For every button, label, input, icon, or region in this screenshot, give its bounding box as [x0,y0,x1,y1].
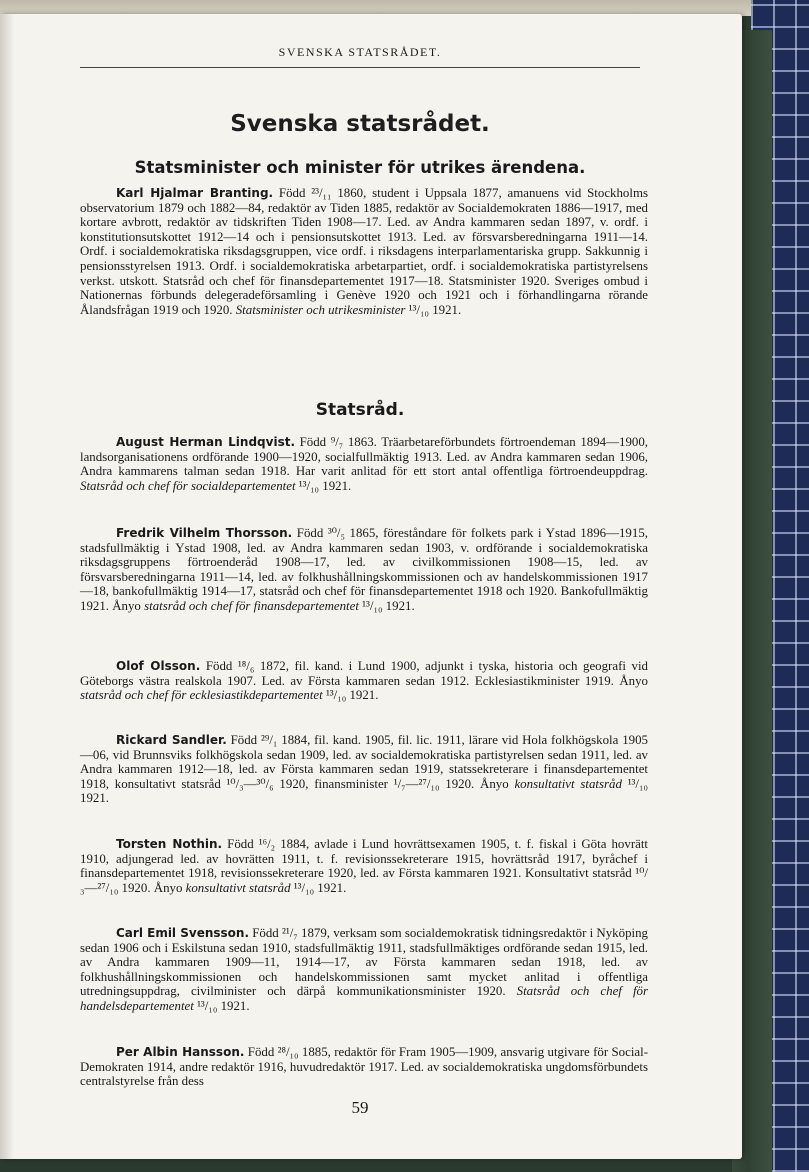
entry-name: Rickard Sandler. [116,733,227,747]
entry-date: ¹³/₁₀ 1921. [295,478,352,493]
entry-nothin [80,837,648,895]
entry-text: Född ²³/₁₁ 1860, student i Uppsala 1877, amanuens vid Stockholms observatorium 1879 och 1882—84, redaktör av Tiden 1885, redaktör av Socialdemokraten 1886—1917, med kortare avbrott, redaktör av tidskriften Tiden 1908—17. Led. av Andra kammaren sedan 1897, v. ordf. i konstitutionsutskottet 1912—14 och i pensionsutskottet 1913. Led. av försvarsberedningarna 1911—14. Ordf. i socialdemokratiska riksdagsgruppen, vice ordf. i riksdagens interparlamentariska grupp. Sakkunnig i pensionsstyrelsen 1913. Ordf. i socialdemokratiska arbetarpartiet, ordf. i socialdemokratiska partistyrelsens verkst. utskott. Statsråd och chef för finansdepartementet 1917—18. Statsminister 1920. Sveriges ombud i Nationernas förbunds delegeradeförsamling i Genève 1920 och 1921 och i förhandlingarna rörande Ålandsfrågan 1919 och 1920. [80,186,648,317]
entry-name: Carl Emil Svensson. [116,926,250,940]
entry-branting [80,186,648,317]
entry-date: ¹³/₁₀ 1921. [290,880,347,895]
page-title: Svenska statsrådet. [230,111,490,137]
entry-text: Född ⁹/₇ 1863. Träarbetareförbundets förtroendeman 1894—1900, landsorganisationens ordförande 1900—1920, socialfullmäktig 1913. Led. av Andra kammaren sedan 1906, Andra kammarens talman sedan 1918. Har varit anlitad för ett stort antal offentliga förtroendeuppdrag. [80,435,648,479]
entry-name: Torsten Nothin. [116,837,223,851]
entry-date: ¹³/₁₀ 1921. [80,776,648,806]
entry-name: Olof Olsson. [116,659,201,673]
page-number: 59 [351,1098,369,1117]
entry-sandler [80,733,648,806]
page-gutter-shadow [0,14,14,1159]
entry-role: Statsråd och chef för handelsdepartementet [80,984,648,1013]
entry-text: Född ²¹/₇ 1879, verksam som socialdemokratisk tidningsredaktör i Nyköping sedan 1906 och i Eskilstuna sedan 1910, stadsfullmäktig 1911, stadsfullmäktiges ordförande sedan 1915, led. av Andra kammaren 1909—11, 1914—17, av Första kammaren sedan 1918, led. av folkhushållningskommissionen och handelskommissionen samt mycket anlitad i offentliga utredningsuppdrag, civilminister och därpå kommunikationsminister 1920. [80,926,648,999]
entry-date: ¹³/₁₀ 1921. [405,302,462,317]
entry-text: Född ²⁹/₁ 1884, fil. kand. 1905, fil. lic. 1911, lärare vid Hola folkhögskola 1905—06, vid Brunnsviks folkhögskola sedan 1909, led. av socialdemokratiska partistyrelsen sedan 1911, led. av Andra kammaren 1912—18, led. av Första kammaren sedan 1919, statssekreterare i finansdepartementet 1918, konsultativt statsråd ¹⁰/₃—³⁰/₆ 1920, finansminister ¹/₇—²⁷/₁₀ 1920. Ånyo [80,733,648,791]
section-subtitle: Statsminister och minister för utrikes ärendena. [134,158,586,177]
running-head: SVENSKA STATSRÅDET. [278,45,442,59]
entry-text: Född ¹⁸/₆ 1872, fil. kand. i Lund 1900, adjunkt i tyska, historia och geografi vid Göteborgs västra realskola 1907. Led. av Första kammaren sedan 1912. Ecklesiastikminister 1919. Ånyo [80,659,648,688]
entry-role: statsråd och chef för ecklesiastikdepartementet [80,688,323,703]
entry-date: ¹³/₁₀ 1921. [322,688,379,703]
section-title-statsrad: Statsråd. [315,400,405,420]
entry-text: Född ²⁸/₁₀ 1885, redaktör för Fram 1905—1909, ansvarig utgivare för Social-Demokraten 1914, andre redaktör 1916, huvudredaktör 1917. Led. av socialdemokratiska ungdomsförbundets centralstyrelse från dess [80,1045,648,1089]
entry-lindqvist [80,435,648,493]
entry-thorsson [80,526,648,614]
entry-role: konsultativt statsråd [185,880,291,895]
entry-role: konsultativt statsråd [514,776,622,791]
entry-name: Karl Hjalmar Branting. [116,186,274,200]
header-rule [80,67,640,68]
entry-role: Statsråd och chef för socialdepartementet [80,478,296,493]
entry-hansson [80,1045,648,1089]
entry-date: ¹³/₁₀ 1921. [193,998,250,1013]
entry-text: Född ³⁰/₅ 1865, föreståndare för folkets park i Ystad 1896—1915, stadsfullmäktig i Ystad 1908, led. av Andra kammaren sedan 1903, v. ordförande i socialdemokratiska riksdagsgruppens förtroenderåd 1908—17, led. av civilkommissionen 1908—15, led. av försvarsberedningarna 1911—14, led. av folkhushållningskommissionen och av handelskommissionen 1917—18, bankofullmäktig 1914—17, statsråd och chef för finansdepartementet 1918 och 1920. Bankofullmäktig 1921. Ånyo [80,526,648,613]
entry-name: Per Albin Hansson. [116,1045,245,1059]
entry-svensson [80,926,648,1014]
entry-name: August Herman Lindqvist. [116,435,296,449]
entry-date: ¹³/₁₀ 1921. [358,598,415,613]
entry-olsson [80,659,648,703]
entry-role: Statsminister och utrikesminister [235,302,406,317]
entry-text: Född ¹⁶/₂ 1884, avlade i Lund hovrättsexamen 1905, t. f. fiskal i Göta hovrätt 1910, adjungerad led. av hovrätten 1911, t. f. revisionssekreterare 1915, hovrättsråd 1917, byråchef i finansdepartementet 1918, revisionssekreterare 1920, led. av Första kammaren 1921. Konsultativt statsråd ¹⁰/₃—²⁷/₁₀ 1920. Ånyo [80,837,648,895]
entry-role: statsråd och chef för finansdepartementet [144,598,359,613]
entry-name: Fredrik Vilhelm Thorsson. [116,526,293,540]
